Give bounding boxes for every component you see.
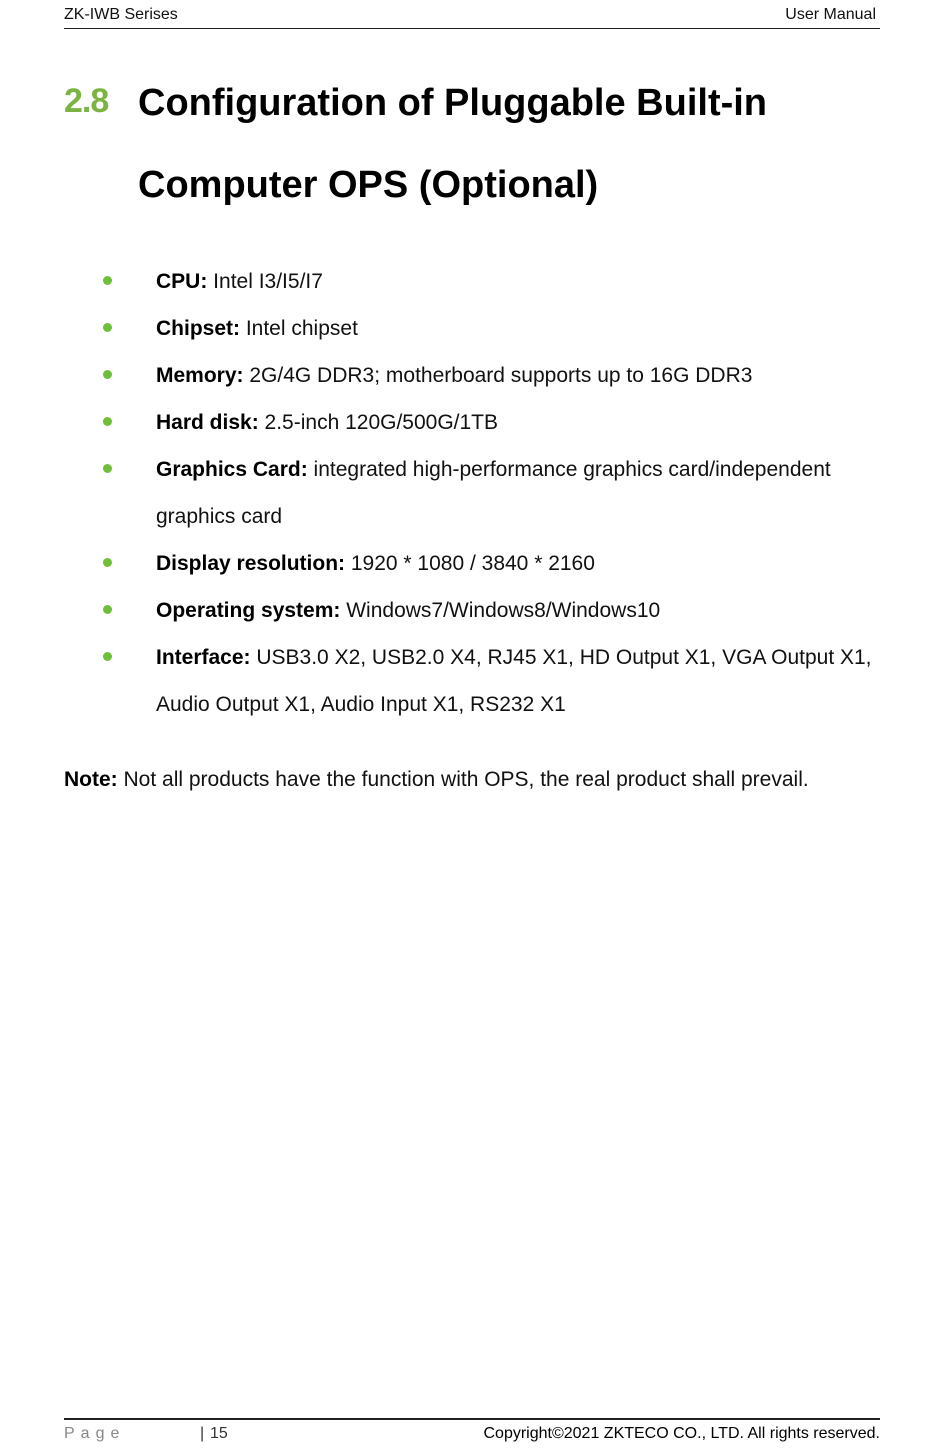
- list-item-cpu: [100, 258, 890, 305]
- list-item-display-resolution: [100, 540, 890, 587]
- spec-list: [100, 258, 890, 728]
- spec-value: 2G/4G DDR3; motherboard supports up to 16G DDR3: [243, 364, 753, 387]
- spec-value: Windows7/Windows8/Windows10: [340, 599, 661, 622]
- bullet-icon: [103, 605, 112, 614]
- page-separator: |: [200, 1425, 205, 1442]
- bullet-icon: [103, 276, 112, 285]
- spec-value: Intel chipset: [240, 317, 358, 340]
- page-header: [64, 4, 880, 29]
- header-product-name: ZK-IWB Serises: [64, 6, 178, 23]
- spec-label: Memory:: [156, 364, 244, 387]
- spec-value: 2.5-inch 120G/500G/1TB: [258, 411, 499, 434]
- bullet-icon: [103, 323, 112, 332]
- note: [64, 756, 894, 803]
- spec-label: Chipset:: [156, 317, 240, 340]
- spec-value: integrated high-performance graphics card/independent graphics card: [156, 458, 831, 528]
- list-item-operating-system: [100, 587, 890, 634]
- copyright-text: Copyright©2021 ZKTECO CO., LTD. All rights reserved.: [483, 1425, 880, 1442]
- page-number: 15: [210, 1425, 228, 1442]
- bullet-icon: [103, 558, 112, 567]
- bullet-icon: [103, 652, 112, 661]
- bullet-icon: [103, 417, 112, 426]
- list-item-graphics-card: [100, 446, 890, 540]
- spec-value: 1920 * 1080 / 3840 * 2160: [345, 552, 595, 575]
- list-item-hard-disk: [100, 399, 890, 446]
- spec-label: Graphics Card:: [156, 458, 308, 481]
- list-item-interface: [100, 634, 890, 728]
- note-text: Not all products have the function with OPS, the real product shall prevail.: [117, 768, 809, 791]
- list-item-memory: [100, 352, 890, 399]
- list-item-chipset: [100, 305, 890, 352]
- spec-label: Hard disk:: [156, 411, 259, 434]
- header-doc-type: User Manual: [785, 6, 876, 23]
- spec-label: Operating system:: [156, 599, 341, 622]
- spec-label: Interface:: [156, 646, 251, 669]
- section-number: 2.8: [64, 82, 109, 120]
- page-label: Page: [64, 1425, 126, 1442]
- bullet-icon: [103, 464, 112, 473]
- spec-label: CPU:: [156, 270, 208, 293]
- bullet-icon: [103, 370, 112, 379]
- note-label: Note:: [64, 768, 118, 791]
- page-footer: [64, 1418, 880, 1446]
- spec-value: USB3.0 X2, USB2.0 X4, RJ45 X1, HD Output X1, VGA Output X1, Audio Output X1, Audio Input X1, RS232 X1: [156, 646, 872, 716]
- section-heading: Configuration of Pluggable Built-in Computer OPS (Optional): [138, 82, 768, 206]
- spec-label: Display resolution:: [156, 552, 346, 575]
- spec-value: Intel I3/I5/I7: [207, 270, 323, 293]
